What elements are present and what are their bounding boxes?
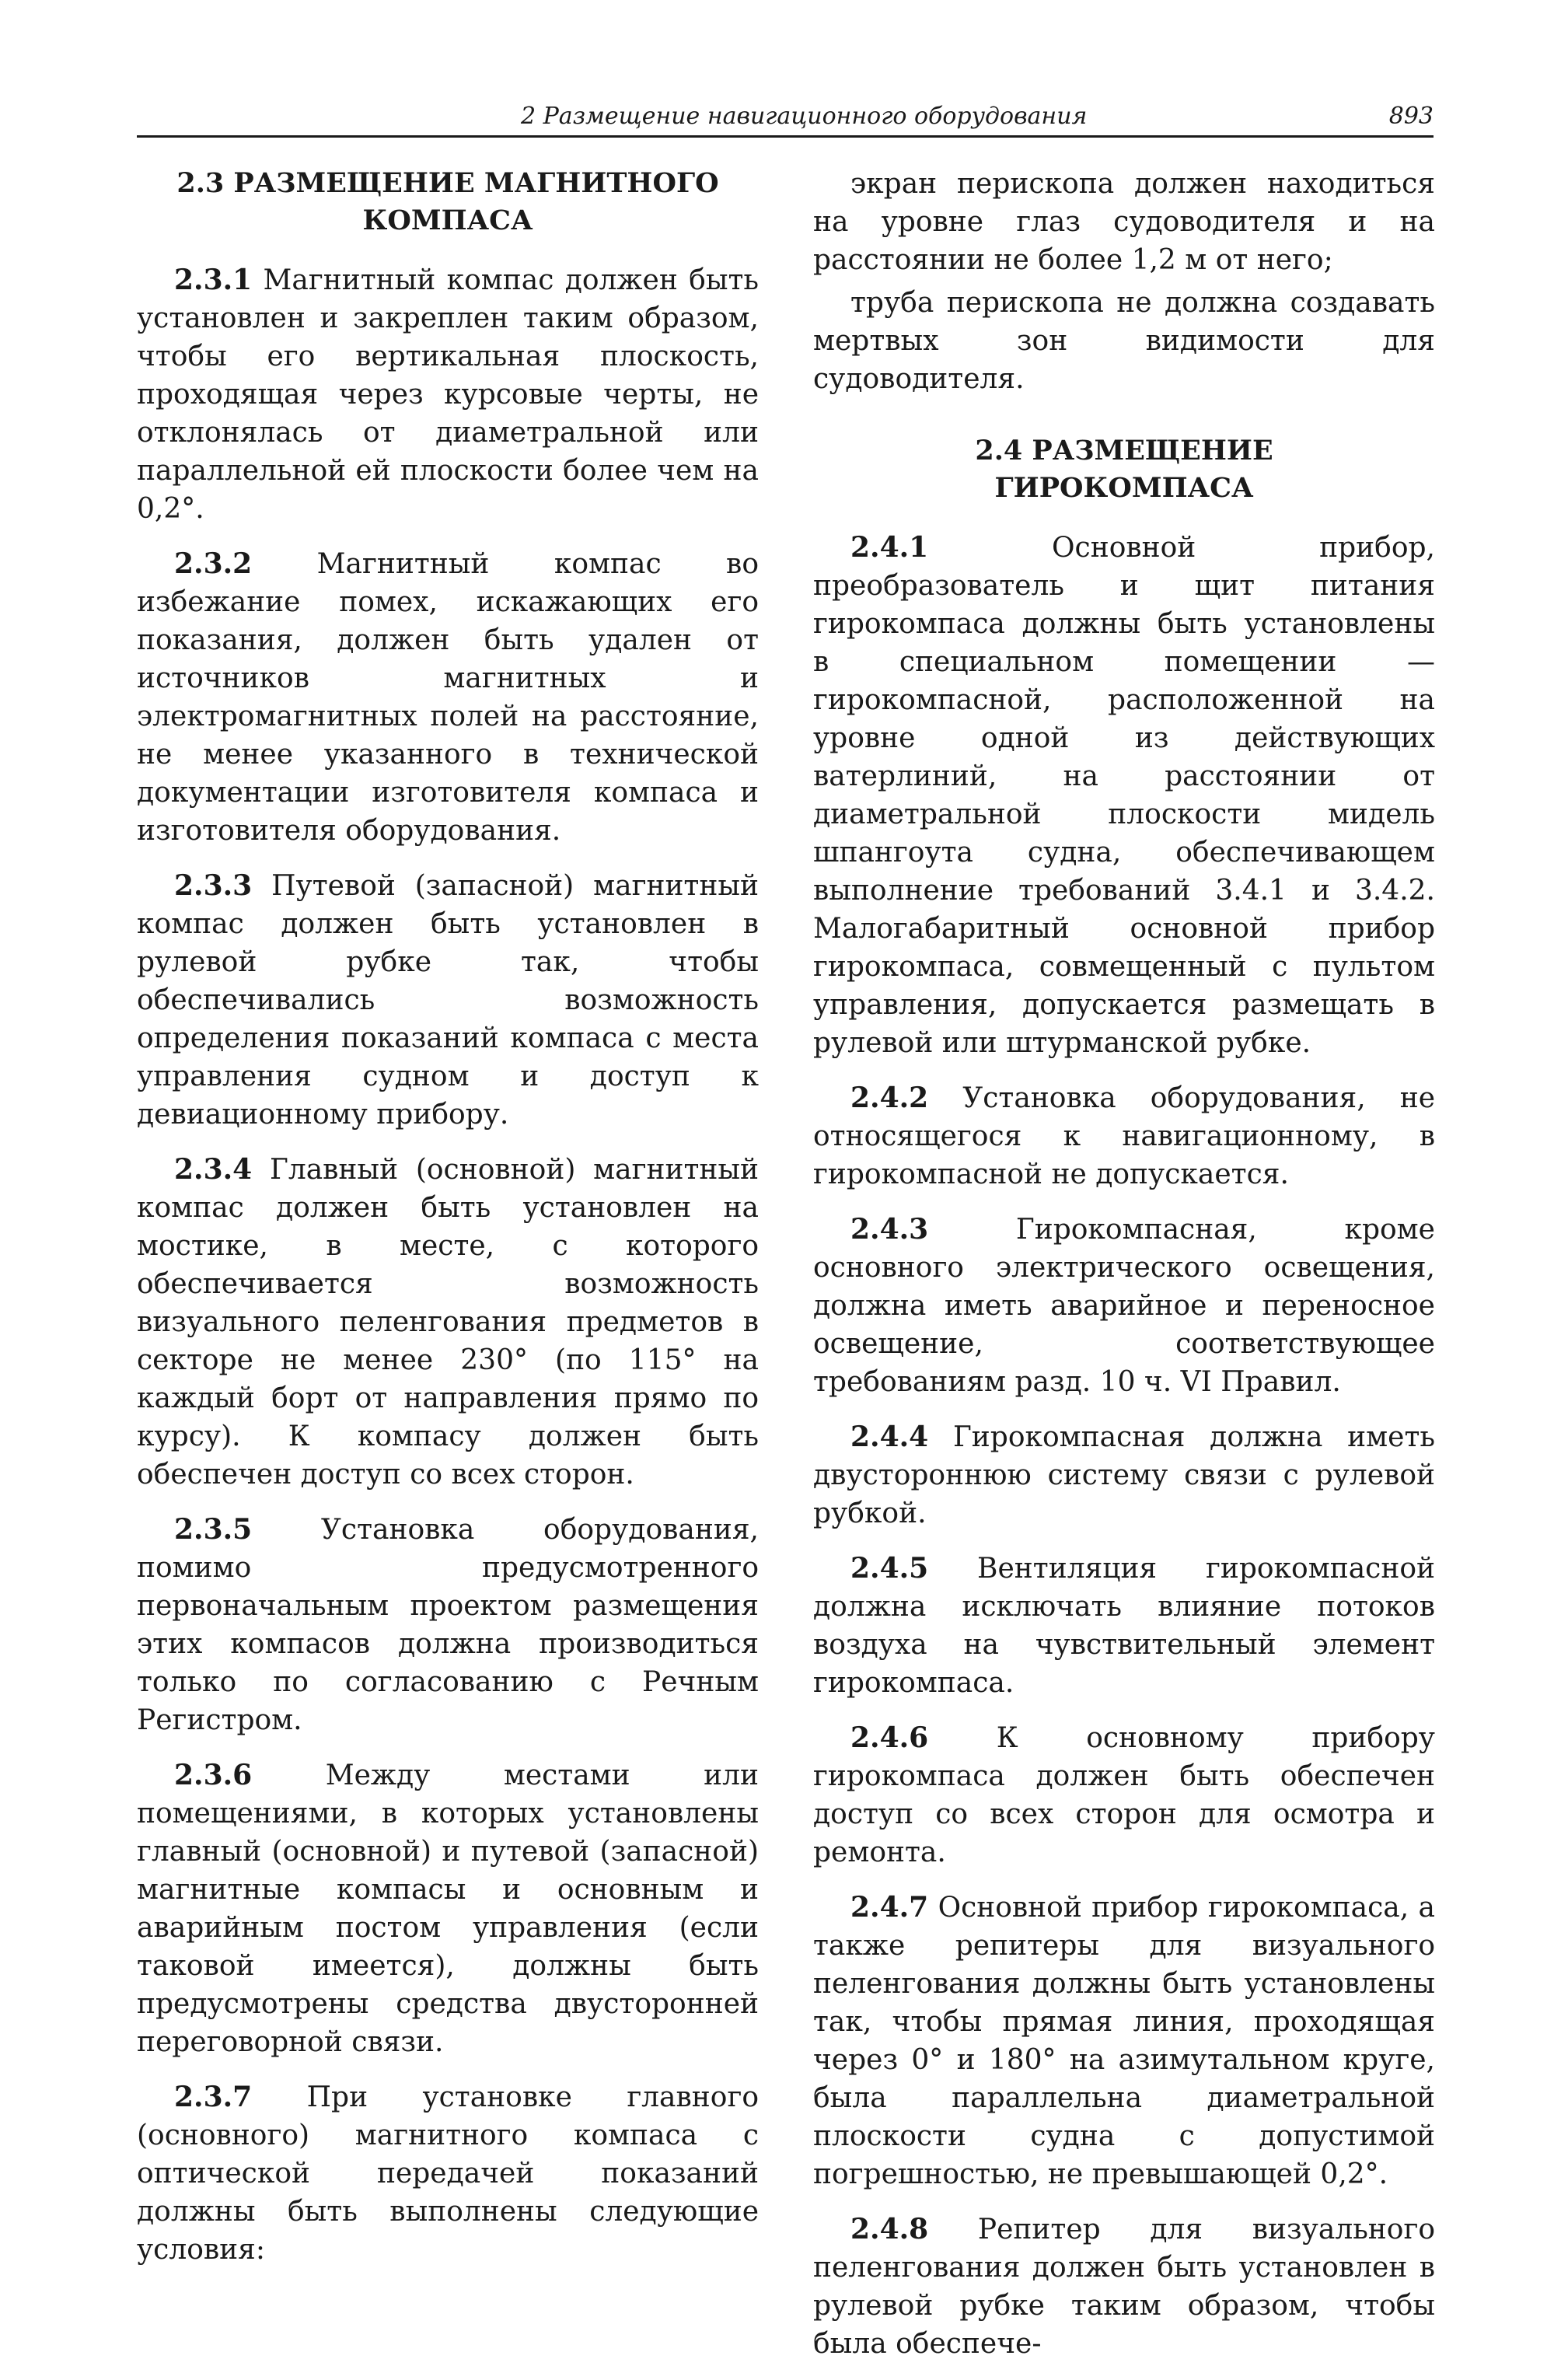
clause-number: 2.3.4 (174, 1153, 253, 1186)
continuation-item-1: экран перископа должен находиться на уровне глаз судоводителя и на расстоянии не более 1,2 м от него; (813, 168, 1435, 276)
clause-text: Установка оборудования, помимо предусмотренного первоначальным проектом размещения этих компасов должна производиться только по согласованию с Речным Регистром. (137, 1514, 759, 1736)
paragraph-2-4-3 (813, 1211, 1435, 1401)
paragraph-2-4-8 (813, 2210, 1435, 2363)
paragraph-2-3-7 (137, 2078, 759, 2269)
clause-text: Магнитный компас во избежание помех, искажающих его показания, должен быть удален от источников магнитных и электромагнитных полей на расстояние, не менее указанного в технической документации изготовителя компаса и изготовителя оборудования. (137, 548, 759, 847)
clause-number: 2.4.6 (850, 1721, 929, 1754)
clause-text: Установка оборудования, не относящегося к навигационному, в гирокомпасной не допускается. (813, 1082, 1435, 1190)
clause-number: 2.4.8 (850, 2213, 929, 2245)
clause-text: Гирокомпасная должна иметь двустороннюю систему связи с рулевой рубкой. (813, 1421, 1436, 1529)
left-column (137, 165, 759, 2286)
clause-text: Вентиляция гирокомпасной должна исключать влияние потоков воздуха на чувствительный элемент гирокомпаса. (813, 1553, 1435, 1699)
clause-number: 2.3.1 (174, 264, 253, 296)
paragraph-2-3-1 (137, 261, 759, 528)
clause-text: Репитер для визуального пеленгования должен быть установлен в рулевой рубке таким образом, чтобы была обеспече- (813, 2214, 1435, 2360)
clause-text: К основному прибору гирокомпаса должен быть обеспечен доступ со всех сторон для осмотра и ремонта. (813, 1722, 1435, 1868)
clause-number: 2.3.6 (174, 1759, 253, 1791)
paragraph-2-4-5 (813, 1550, 1435, 1702)
running-header (137, 100, 1434, 138)
right-column (813, 165, 1435, 2380)
paragraph-2-3-6 (137, 1756, 759, 2061)
paragraph-2-4-1 (813, 529, 1435, 1062)
clause-number: 2.4.2 (850, 1082, 929, 1114)
continuation-item-2: труба перископа не должна создавать мертвых зон видимости для судоводителя. (813, 287, 1435, 395)
clause-text: Главный (основной) магнитный компас должен быть установлен на мостике, в месте, с которого обеспечивается возможность визуального пеленгования предметов в секторе не менее 230° (по 115° на каждый борт от направления прямо по курсу). К компасу должен быть обеспечен доступ со всех сторон. (137, 1154, 760, 1491)
paragraph-2-3-3 (137, 867, 759, 1134)
clause-number: 2.4.4 (850, 1421, 929, 1453)
clause-text: Магнитный компас должен быть установлен и закреплен таким образом, чтобы его вертикальная плоскость, проходящая через курсовые черты, не отклонялась от диаметральной или параллельной ей плоскости более чем на 0,2°. (137, 264, 759, 525)
paragraph-2-3-2 (137, 545, 759, 850)
clause-number: 2.4.1 (850, 531, 929, 564)
paragraph-2-4-6 (813, 1719, 1435, 1871)
running-title: 2 Размещение навигационного оборудования (521, 103, 1088, 130)
paragraph-2-3-5 (137, 1511, 759, 1739)
page-number: 893 (1388, 103, 1434, 130)
clause-text: Основной прибор, преобразователь и щит питания гирокомпаса должны быть установлены в специальном помещении — гирокомпасной, расположенной на уровне одной из действующих ватерлиний, на расстоянии от диаметральной плоскости мидель шпангоута судна, обеспечивающем выполнение требований 3.4.1 и 3.4.2. Малогабаритный основной прибор гирокомпаса, совмещенный с пультом управления, допускается размещать в рулевой или штурманской рубке. (813, 532, 1435, 1059)
clause-text: При установке главного (основного) магнитного компаса с оптической передачей показаний должны быть выполнены следующие условия: (137, 2081, 759, 2266)
clause-number: 2.3.7 (174, 2081, 253, 2113)
clause-number: 2.3.3 (174, 869, 253, 902)
clause-text: Путевой (запасной) магнитный компас должен быть установлен в рулевой рубке так, чтобы обеспечивались возможность определения показаний компаса с места управления судном и доступ к девиационному прибору. (137, 870, 759, 1131)
clause-text: Между местами или помещениями, в которых установлены главный (основной) и путевой (запасной) магнитные компасы и основным и аварийным постом управления (если таковой имеется), должны быть предусмотрены средства двусторонней переговорной связи. (137, 1760, 759, 2058)
clause-number: 2.3.5 (174, 1513, 253, 1546)
paragraph-2-3-4 (137, 1151, 759, 1494)
clause-text: Гирокомпасная, кроме основного электрического освещения, должна иметь аварийное и переносное освещение, соответствующее требованиям разд. 10 ч. VI Правил. (813, 1214, 1435, 1398)
clause-number: 2.4.5 (850, 1552, 929, 1585)
paragraph-2-4-4 (813, 1418, 1435, 1532)
section-heading-2-4: 2.4 РАЗМЕЩЕНИЕ ГИРОКОМПАСА (975, 435, 1273, 504)
paragraph-2-4-2 (813, 1079, 1435, 1193)
paragraph-2-4-7 (813, 1889, 1435, 2193)
clause-number: 2.4.3 (850, 1213, 929, 1246)
clause-number: 2.3.2 (174, 547, 253, 580)
clause-number: 2.4.7 (850, 1891, 929, 1924)
clause-text: Основной прибор гирокомпаса, а также репитеры для визуального пеленгования должны быть установлены так, чтобы прямая линия, проходящая через 0° и 180° на азимутальном круге, была параллельна диаметральной плоскости судна с допустимой погрешностью, не превышающей 0,2°. (813, 1892, 1435, 2190)
section-heading-2-3: 2.3 РАЗМЕЩЕНИЕ МАГНИТНОГО КОМПАСА (176, 167, 719, 236)
